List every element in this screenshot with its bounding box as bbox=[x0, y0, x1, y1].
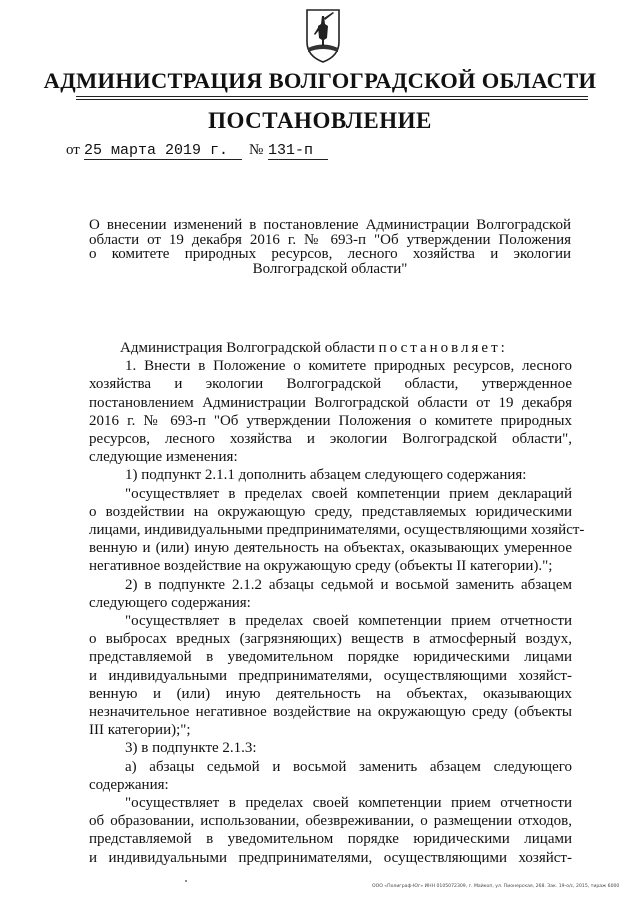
document-body bbox=[89, 339, 585, 867]
body-line: и индивидуальными предпринимателями, осуществляющими хозяйст- bbox=[89, 667, 572, 684]
body-line: и индивидуальными предпринимателями, осуществляющими хозяйст- bbox=[89, 849, 572, 866]
body-line: ресурсов, лесного хозяйства и экологии Волгоградской области", bbox=[89, 431, 572, 448]
body-line: 2016 г. № 693-п "Об утверждении Положения о комитете природных bbox=[89, 412, 572, 429]
body-line: постановлением Администрации Волгоградской области от 19 декабря bbox=[89, 394, 572, 411]
body-line: венную и (или) иную деятельность на объектах, оказывающих bbox=[89, 685, 572, 702]
header-divider bbox=[76, 96, 588, 97]
body-line: венную и (или) иную деятельность на объектах, оказывающих умеренное bbox=[89, 540, 572, 557]
body-line: а) абзацы седьмой и восьмой заменить абзацем следующего bbox=[125, 758, 572, 775]
intro-text: Администрация Волгоградской области bbox=[120, 340, 375, 356]
date-field bbox=[84, 142, 242, 160]
date-prefix: от bbox=[66, 142, 80, 158]
body-line: хозяйства и экологии Волгоградской области, утвержденное bbox=[89, 376, 572, 393]
document-type-title: ПОСТАНОВЛЕНИЕ bbox=[208, 108, 432, 133]
body-line: "осуществляет в пределах своей компетенции прием отчетности bbox=[125, 613, 572, 630]
subject-line: О внесении изменений в постановление Администрации Волгоградской bbox=[89, 217, 571, 233]
organization-title: АДМИНИСТРАЦИЯ ВОЛГОГРАДСКОЙ ОБЛАСТИ bbox=[43, 68, 597, 93]
body-line: представляемой в уведомительном порядке юридическими лицами bbox=[89, 831, 572, 848]
header-divider-second bbox=[76, 99, 588, 100]
printer-imprint: ООО «Полиграф-Юг» ИНН 0105072309, г. Майкоп, ул. Пионерская, 268. Зак. 19-о/с, 2015, тираж 6000 bbox=[372, 884, 620, 889]
number-value: 131-п bbox=[268, 143, 328, 160]
volgograd-coat-of-arms-icon bbox=[305, 8, 341, 64]
number-field bbox=[268, 142, 328, 160]
date-value: 25 марта 2019 г. bbox=[84, 143, 242, 160]
body-line: представляемой в уведомительном порядке юридическими лицами bbox=[89, 649, 572, 666]
subject-line: о комитете природных ресурсов, лесного хозяйства и экологии bbox=[89, 246, 571, 263]
body-line: о воздействии на окружающую среду, представляемых юридическими bbox=[89, 503, 572, 520]
document-subject bbox=[89, 218, 571, 276]
body-line: 2) в подпункте 2.1.2 абзацы седьмой и восьмой заменить абзацем bbox=[125, 576, 572, 593]
body-line: III категории);"; bbox=[89, 722, 191, 739]
body-line: лицами, индивидуальными предпринимателями, осуществляющими хозяйст- bbox=[89, 522, 585, 539]
subject-line: области от 19 декабря 2016 г. № 693-п "Об утверждении Положения bbox=[89, 231, 571, 248]
body-line: следующие изменения: bbox=[89, 449, 238, 466]
scan-speck bbox=[185, 880, 187, 882]
body-line: негативное воздействие на окружающую среду (объекты II категории)."; bbox=[89, 558, 553, 575]
body-line: "осуществляет в пределах своей компетенции прием деклараций bbox=[125, 485, 572, 502]
body-line: 1. Внести в Положение о комитете природных ресурсов, лесного bbox=[125, 358, 572, 375]
body-line: 3) в подпункте 2.1.3: bbox=[125, 740, 257, 757]
number-prefix: № bbox=[249, 142, 264, 158]
body-intro bbox=[89, 339, 572, 357]
body-line: незначительное негативное воздействие на окружающую среду (объекты bbox=[89, 704, 572, 721]
body-line: о выбросах вредных (загрязняющих) веществ в атмосферный воздух, bbox=[89, 631, 572, 648]
body-line: об образовании, использовании, обезвреживании, о размещении отходов, bbox=[89, 813, 572, 830]
body-line: "осуществляет в пределах своей компетенции прием отчетности bbox=[125, 795, 572, 812]
subject-line: Волгоградской области" bbox=[252, 260, 408, 277]
body-line: 1) подпункт 2.1.1 дополнить абзацем следующего содержания: bbox=[125, 467, 527, 484]
body-line: следующего содержания: bbox=[89, 594, 251, 611]
intro-verb: постановляет: bbox=[378, 340, 508, 356]
body-line: содержания: bbox=[89, 776, 169, 793]
